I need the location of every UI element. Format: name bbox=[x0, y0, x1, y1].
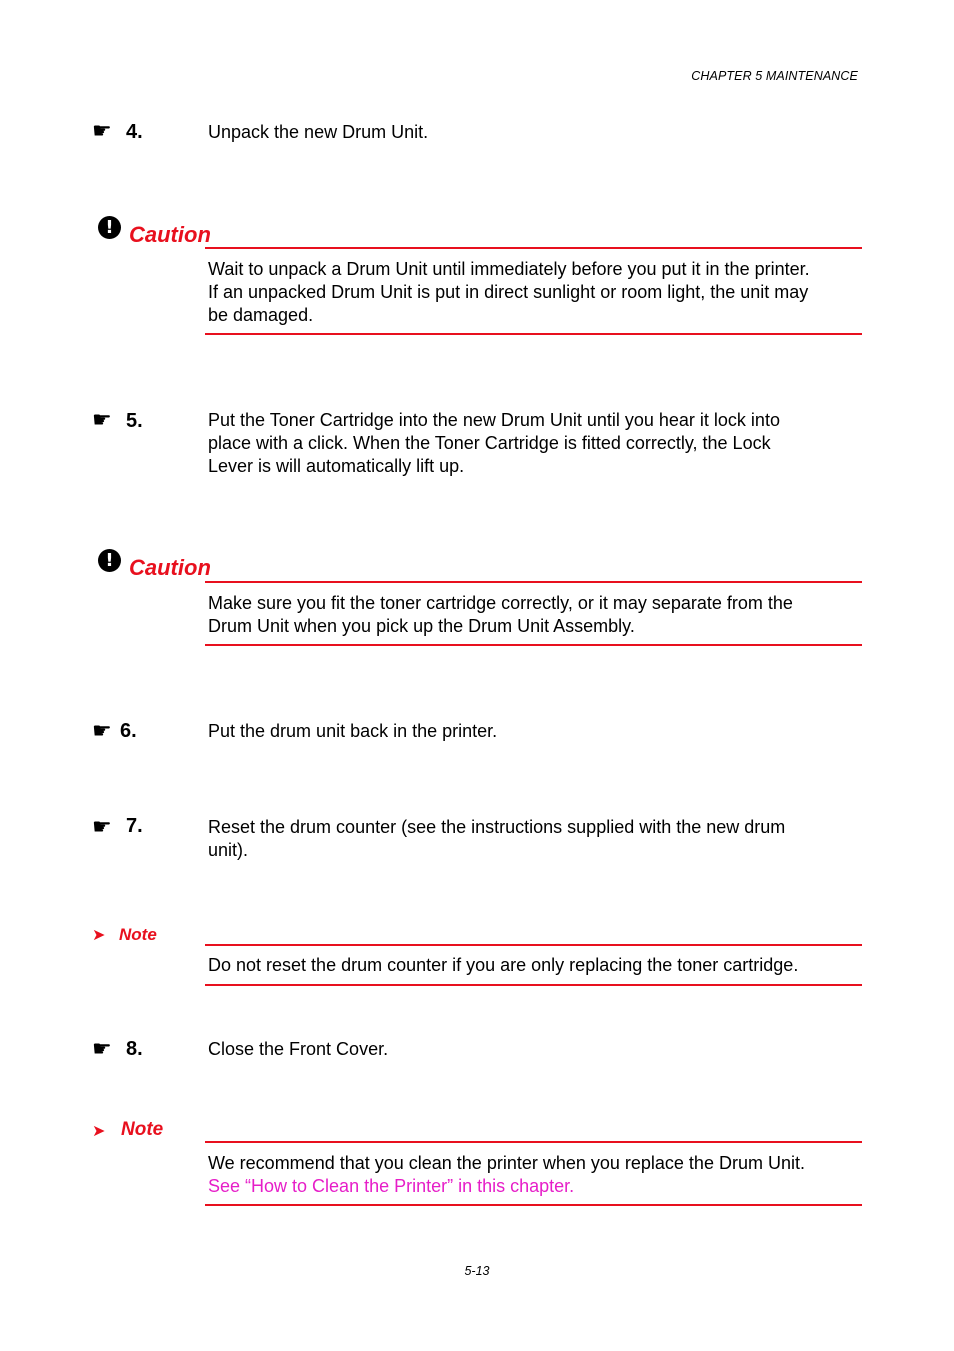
pointing-hand-icon: ☛ bbox=[92, 407, 112, 432]
caution-line: be damaged. bbox=[208, 305, 314, 325]
page-number: 5-13 bbox=[464, 1264, 490, 1278]
pointing-hand-icon: ☛ bbox=[92, 1036, 112, 1061]
step-text bbox=[208, 409, 858, 478]
caution-bottom-rule bbox=[205, 333, 862, 335]
pointing-hand-icon: ☛ bbox=[92, 814, 112, 839]
caution-line: Make sure you fit the toner cartridge correctly, or it may separate from the bbox=[208, 593, 793, 613]
exclamation-circle-icon: ! bbox=[98, 216, 121, 239]
caution-line: If an unpacked Drum Unit is put in direct sunlight or room light, the unit may bbox=[208, 282, 809, 302]
caution-text bbox=[208, 258, 858, 327]
caution-top-rule bbox=[205, 581, 862, 583]
pointing-hand-icon: ☛ bbox=[92, 118, 112, 143]
caution-label: Caution bbox=[129, 555, 211, 580]
note-top-rule bbox=[205, 1141, 862, 1143]
pointing-hand-icon: ☛ bbox=[92, 718, 112, 743]
caution-text bbox=[208, 592, 858, 638]
step-text: Put the drum unit back in the printer. bbox=[208, 721, 498, 741]
note-line: We recommend that you clean the printer when you replace the Drum Unit. bbox=[208, 1153, 805, 1173]
caution-label: Caution bbox=[129, 222, 211, 247]
step-number: 6. bbox=[120, 720, 137, 742]
caution-bottom-rule bbox=[205, 644, 862, 646]
note-bottom-rule bbox=[205, 1204, 862, 1206]
step-line: place with a click. When the Toner Cartridge is fitted correctly, the Lock bbox=[208, 433, 771, 453]
step-line: unit). bbox=[208, 840, 249, 860]
chapter-header: CHAPTER 5 MAINTENANCE bbox=[691, 69, 858, 83]
note-label: Note bbox=[121, 1119, 164, 1140]
note-text: Do not reset the drum counter if you are only replacing the toner cartridge. bbox=[208, 955, 799, 975]
step-line: Put the Toner Cartridge into the new Drum Unit until you hear it lock into bbox=[208, 410, 780, 430]
pencil-arrow-icon: ➤ bbox=[92, 1121, 106, 1140]
exclamation-circle-icon: ! bbox=[98, 549, 121, 572]
step-number: 4. bbox=[126, 121, 143, 143]
pencil-arrow-icon: ➤ bbox=[92, 925, 106, 944]
step-text: Unpack the new Drum Unit. bbox=[208, 122, 429, 142]
step-number: 7. bbox=[126, 815, 143, 837]
clean-printer-link[interactable]: See “How to Clean the Printer” in this chapter. bbox=[208, 1176, 575, 1196]
note-top-rule bbox=[205, 944, 862, 946]
caution-top-rule bbox=[205, 247, 862, 249]
caution-line: Drum Unit when you pick up the Drum Unit Assembly. bbox=[208, 616, 635, 636]
step-text: Close the Front Cover. bbox=[208, 1039, 389, 1059]
step-text bbox=[208, 816, 858, 862]
caution-line: Wait to unpack a Drum Unit until immediately before you put it in the printer. bbox=[208, 259, 810, 279]
step-line: Lever is will automatically lift up. bbox=[208, 456, 465, 476]
step-number: 5. bbox=[126, 410, 143, 432]
step-line: Reset the drum counter (see the instructions supplied with the new drum bbox=[208, 817, 786, 837]
note-label: Note bbox=[119, 925, 157, 944]
step-number: 8. bbox=[126, 1038, 143, 1060]
note-bottom-rule bbox=[205, 984, 862, 986]
note-text bbox=[208, 1152, 858, 1198]
